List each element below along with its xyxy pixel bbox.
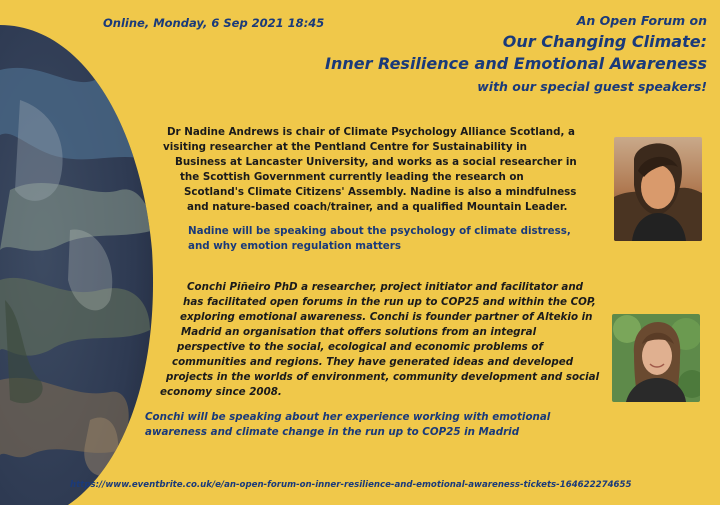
event-subtitle: Inner Resilience and Emotional Awareness: [325, 54, 707, 73]
event-title: Our Changing Climate:: [502, 32, 707, 51]
speaker1-bio-line: visiting researcher at the Pentland Centre for Sustainability in: [163, 141, 527, 153]
speaker2-bio-line: Madrid an organisation that offers solutions from an integral: [181, 326, 537, 338]
event-heading-intro: An Open Forum on: [576, 13, 707, 28]
event-guest-speakers-tagline: with our special guest speakers!: [477, 79, 707, 94]
speaker1-talk-line: and why emotion regulation matters: [188, 240, 401, 252]
speaker2-name: Conchi Piñeiro PhD: [187, 281, 298, 293]
speaker1-bio-line: Scotland's Climate Citizens' Assembly. Nadine is also a mindfulness: [184, 186, 577, 198]
speaker1-bio-line: and nature-based coach/trainer, and a qualified Mountain Leader.: [187, 201, 568, 213]
speaker1-talk-line: Nadine will be speaking about the psychology of climate distress,: [188, 225, 571, 237]
speaker2-bio-line: economy since 2008.: [160, 386, 282, 398]
speaker2-bio-line: exploring emotional awareness. Conchi is founder partner of Altekio in: [180, 311, 593, 323]
speaker1-bio-line: the Scottish Government currently leading the research on: [180, 171, 524, 183]
speaker1-photo: [614, 137, 702, 241]
speaker2-bio-line: perspective to the social, ecological and economic problems of: [177, 341, 543, 353]
speaker1-name: Dr Nadine Andrews: [167, 126, 279, 138]
speaker2-photo: [612, 314, 700, 402]
speaker1-bio-line: Business at Lancaster University, and works as a social researcher in: [175, 156, 577, 168]
speaker2-bio-line: Conchi Piñeiro PhD a researcher, project initiator and facilitator and: [187, 281, 584, 293]
speaker2-bio-line: has facilitated open forums in the run up to COP25 and within the COP,: [183, 296, 596, 308]
speaker2-talk-line: Conchi will be speaking about her experience working with emotional: [145, 411, 551, 423]
event-datetime: Online, Monday, 6 Sep 2021 18:45: [103, 16, 325, 30]
speaker2-bio-line: projects in the worlds of environment, community development and social: [166, 371, 600, 383]
speaker2-talk-line: awareness and climate change in the run up to COP25 in Madrid: [145, 426, 520, 438]
speaker1-bio-line: Dr Nadine Andrews is chair of Climate Psychology Alliance Scotland, a: [167, 126, 575, 138]
speaker2-bio-line: communities and regions. They have generated ideas and developed: [172, 356, 574, 368]
event-registration-link[interactable]: https://www.eventbrite.co.uk/e/an-open-forum-on-inner-resilience-and-emotional-awareness-tickets-164622274655: [70, 480, 632, 490]
